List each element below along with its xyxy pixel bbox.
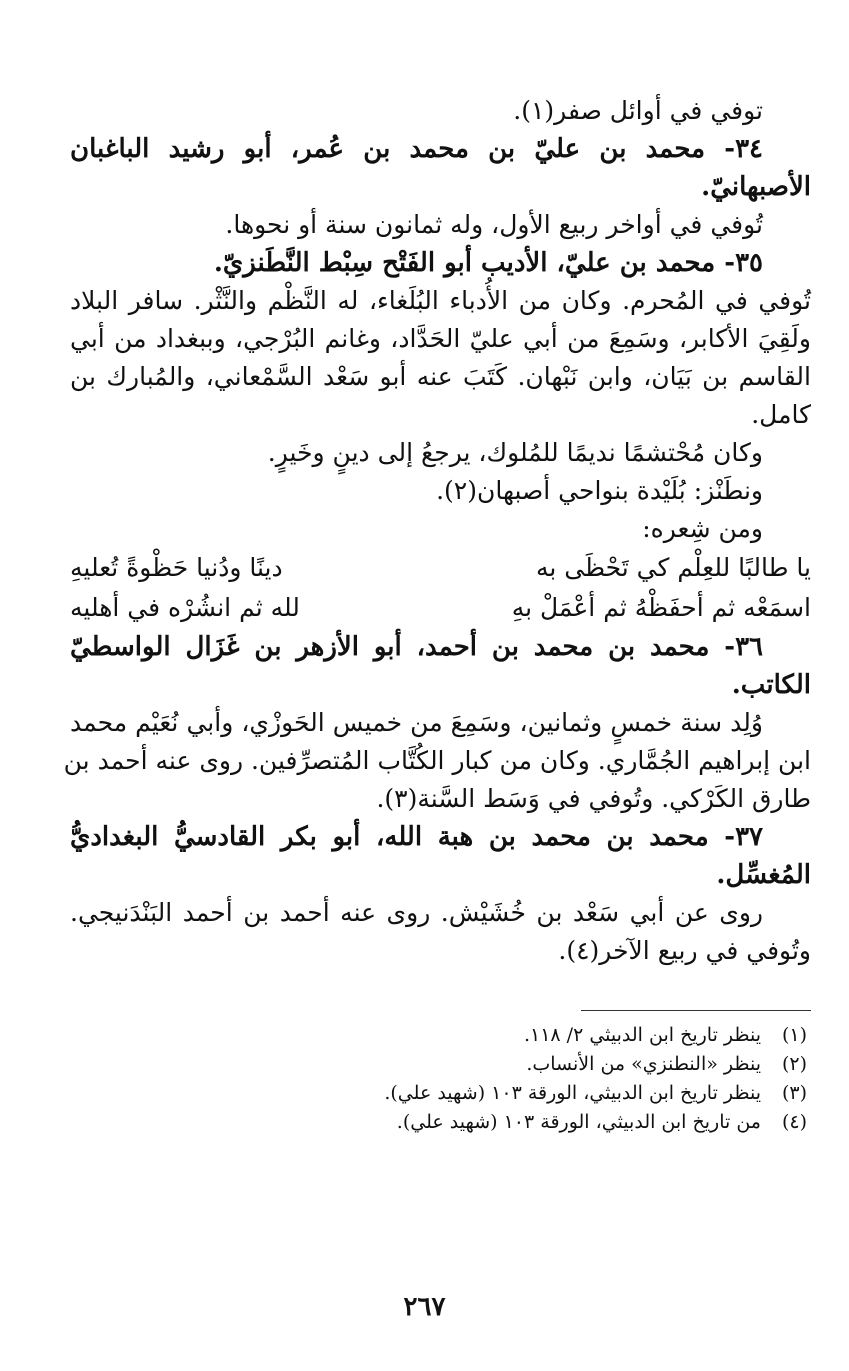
footnote-text: ينظر «النطنزي» من الأنساب. bbox=[526, 1053, 761, 1075]
footnotes bbox=[70, 1021, 811, 1137]
entry-heading-line: ٣٥- محمد بن عليّ، الأديب أبو الفَتْح سِبْط النَّطَنزيّ. bbox=[213, 248, 763, 278]
entry-heading-line: ٣٤- محمد بن عليّ بن محمد بن عُمر، أبو رشيد الباغبان bbox=[70, 134, 763, 164]
footnote-text: من تاريخ ابن الدبيثي، الورقة ١٠٣ (شهيد علي). bbox=[396, 1111, 761, 1133]
body-text-block-2 bbox=[63, 628, 811, 970]
page-number: ٢٦٧ bbox=[403, 1292, 446, 1322]
body-line: ولَقِيَ الأكابر، وسَمِعَ من أبي عليّ الحَدَّاد، وغانم البُرْجي، وببغداد من أبي bbox=[70, 324, 811, 353]
body-line: طارق الكَرْكي. وتُوفي في وَسَط السَّنة(٣). bbox=[376, 784, 811, 813]
footnote-text: ينظر تاريخ ابن الدبيثي ٢/ ١١٨. bbox=[523, 1024, 761, 1046]
body-line: ونطَنْز: بُلَيْدة بنواحي أصبهان(٢). bbox=[436, 476, 763, 505]
footnote-number: (٣) bbox=[781, 1082, 807, 1104]
body-line: توفي في أوائل صفر(١). bbox=[513, 96, 763, 125]
verse-first-hemistich: اسمَعْه ثم أحفَظْهُ ثم أعْمَلْ بهِ bbox=[511, 593, 811, 622]
body-line: تُوفي في أواخر ربيع الأول، وله ثمانون سنة أو نحوها. bbox=[225, 210, 763, 239]
body-line: ومن شِعره: bbox=[642, 514, 763, 543]
verse-line bbox=[70, 588, 811, 628]
footnote-number: (٢) bbox=[781, 1053, 807, 1075]
body-line: تُوفي في المُحرم. وكان من الأُدباء البُلَغاء، له النَّظْم والنَّثْر. سافر البلاد bbox=[70, 286, 811, 315]
verse-second-hemistich: دينًا ودُنيا حَظْوةً تُعليهِ bbox=[70, 553, 283, 582]
verse-second-hemistich: لله ثم انشُرْه في أهليه bbox=[70, 593, 300, 622]
entry-heading-line: الكاتب. bbox=[731, 670, 811, 700]
body-text-block-1 bbox=[70, 92, 811, 548]
body-line: وتُوفي في ربيع الآخر(٤). bbox=[558, 936, 811, 965]
body-line: كامل. bbox=[751, 400, 811, 429]
footnote-number: (١) bbox=[781, 1024, 807, 1046]
footnote-number: (٤) bbox=[781, 1111, 807, 1133]
footnote-separator bbox=[581, 1010, 811, 1011]
entry-heading-line: المُغسِّل. bbox=[716, 860, 811, 890]
body-line: روى عن أبي سَعْد بن خُشَيْش. روى عنه أحمد بن أحمد البَنْدَنيجي. bbox=[70, 898, 763, 927]
body-line: القاسم بن بَيَان، وابن نَبْهان. كَتَبَ عنه أبو سَعْد السَّمْعاني، والمُبارك بن bbox=[70, 362, 811, 391]
entry-heading-line: ٣٧- محمد بن محمد بن هبة الله، أبو بكر القادسيُّ البغداديُّ bbox=[70, 822, 763, 852]
body-line: وكان مُحْتشمًا نديمًا للمُلوك، يرجعُ إلى دينٍ وخَيرٍ. bbox=[267, 438, 763, 467]
footnote-item bbox=[70, 1108, 811, 1137]
body-line: ابن إبراهيم الجُمَّاري. وكان من كبار الكُتَّاب المُتصرِّفين. روى عنه أحمد بن bbox=[63, 746, 811, 775]
entry-heading-line: الأصبهانيّ. bbox=[701, 172, 811, 202]
footnote-item bbox=[70, 1021, 811, 1050]
poem-verses bbox=[70, 548, 811, 628]
footnote-item bbox=[70, 1050, 811, 1079]
verse-first-hemistich: يا طالبًا للعِلْم كي تَحْظَى به bbox=[535, 553, 811, 582]
entry-heading-line: ٣٦- محمد بن محمد بن أحمد، أبو الأزهر بن غَزَال الواسطيّ bbox=[70, 632, 764, 662]
verse-line bbox=[70, 548, 811, 588]
footnote-text: ينظر تاريخ ابن الدبيثي، الورقة ١٠٣ (شهيد علي). bbox=[384, 1082, 761, 1104]
footnote-item bbox=[70, 1079, 811, 1108]
body-line: وُلِد سنة خمسٍ وثمانين، وسَمِعَ من خميس الحَوزْي، وأبي نُعَيْم محمد bbox=[70, 708, 763, 737]
